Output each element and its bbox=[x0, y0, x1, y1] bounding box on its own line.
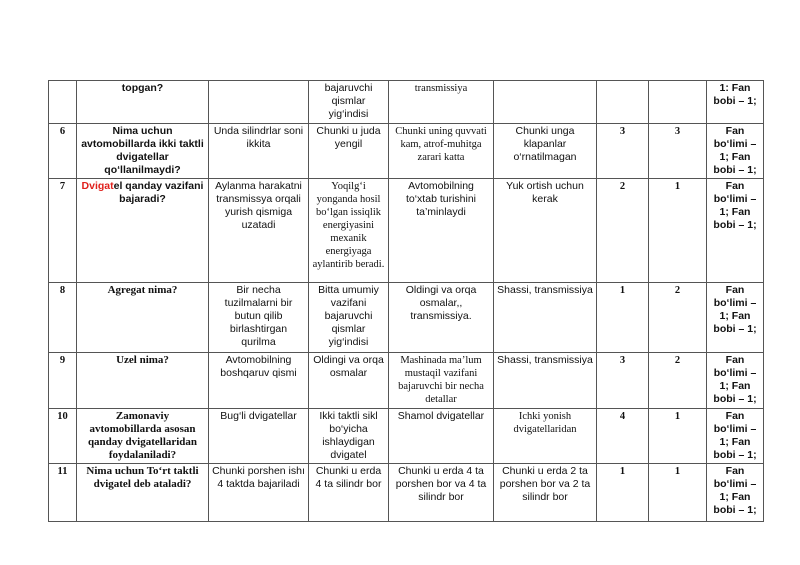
table-row bbox=[49, 464, 764, 522]
answer-cell-c: Chunki u erda 4 ta porshen bor va 4 ta silindr bor bbox=[389, 464, 494, 522]
answer-cell-a: Bir necha tuzilmalarni bir butun qilib birlashtirgan qurilma bbox=[209, 283, 309, 353]
answer-cell-a: Unda silindrlar soni ikkita bbox=[209, 124, 309, 179]
question-cell: Uzel nima? bbox=[77, 353, 209, 409]
score-cell-2: 2 bbox=[649, 353, 707, 409]
answer-cell-d: Ichki yonish dvigatellaridan bbox=[494, 409, 597, 464]
answer-cell-d: Shassi, transmissiya bbox=[494, 283, 597, 353]
score-cell-1: 1 bbox=[597, 283, 649, 353]
answer-cell-d: Chunki u erda 2 ta porshen bor va 2 ta silindr bor bbox=[494, 464, 597, 522]
test-questions-table bbox=[48, 80, 764, 522]
answer-cell-d bbox=[494, 81, 597, 124]
table-row bbox=[49, 124, 764, 179]
row-number: 9 bbox=[49, 353, 77, 409]
reference-cell: Fan bo‘limi – 1; Fan bobi – 1; bbox=[707, 124, 764, 179]
answer-cell-b: Chunki u juda yengil bbox=[309, 124, 389, 179]
score-cell-2: 1 bbox=[649, 464, 707, 522]
table-row bbox=[49, 409, 764, 464]
answer-cell-a: Chunki porshen ishı 4 taktda bajariladi bbox=[209, 464, 309, 522]
question-text: el qanday vazifani bajaradi? bbox=[113, 180, 204, 205]
table-row bbox=[49, 353, 764, 409]
row-number: 7 bbox=[49, 179, 77, 283]
reference-cell: 1: Fan bobi – 1; bbox=[707, 81, 764, 124]
score-cell-2: 1 bbox=[649, 179, 707, 283]
answer-cell-b: Oldingi va orqa osmalar bbox=[309, 353, 389, 409]
question-cell bbox=[77, 179, 209, 283]
answer-cell-a: Bug‘li dvigatellar bbox=[209, 409, 309, 464]
answer-cell-d: Shassi, transmissiya bbox=[494, 353, 597, 409]
answer-cell-b: bajaruvchi qismlar yig‘indisi bbox=[309, 81, 389, 124]
score-cell-1 bbox=[597, 81, 649, 124]
question-cell: Agregat nima? bbox=[77, 283, 209, 353]
answer-cell-d: Chunki unga klapanlar o‘rnatilmagan bbox=[494, 124, 597, 179]
score-cell-1: 2 bbox=[597, 179, 649, 283]
answer-cell-c: Shamol dvigatellar bbox=[389, 409, 494, 464]
answer-cell-c: Chunki uning quvvati kam, atrof-muhitga zarari katta bbox=[389, 124, 494, 179]
reference-cell: Fan bo‘limi – 1; Fan bobi – 1; bbox=[707, 353, 764, 409]
question-cell: Nima uchun To‘rt taktli dvigatel deb ataladi? bbox=[77, 464, 209, 522]
answer-cell-c: Mashinada ma’lum mustaqil vazifani bajaruvchi bir necha detallar bbox=[389, 353, 494, 409]
score-cell-1: 3 bbox=[597, 353, 649, 409]
answer-cell-a: Avtomobilning boshqaruv qismi bbox=[209, 353, 309, 409]
answer-cell-c: transmissiya bbox=[389, 81, 494, 124]
row-number: 11 bbox=[49, 464, 77, 522]
score-cell-1: 3 bbox=[597, 124, 649, 179]
question-cell: Zamonaviy avtomobillarda asosan qanday dvigatellaridan foydalaniladi? bbox=[77, 409, 209, 464]
answer-cell-d: Yuk ortish uchun kerak bbox=[494, 179, 597, 283]
answer-cell-c: Oldingi va orqa osmalar,, transmissiya. bbox=[389, 283, 494, 353]
score-cell-1: 4 bbox=[597, 409, 649, 464]
row-number: 6 bbox=[49, 124, 77, 179]
answer-cell-b: Ikki taktli sikl bo‘yicha ishlaydigan dvigatel bbox=[309, 409, 389, 464]
answer-cell-b: Chunki u erda 4 ta silindr bor bbox=[309, 464, 389, 522]
score-cell-2: 1 bbox=[649, 409, 707, 464]
table-row bbox=[49, 81, 764, 124]
answer-cell-b: Bitta umumiy vazifani bajaruvchi qismlar yig‘indisi bbox=[309, 283, 389, 353]
reference-cell: Fan bo‘limi – 1; Fan bobi – 1; bbox=[707, 409, 764, 464]
question-cell: topgan? bbox=[77, 81, 209, 124]
highlighted-text: Dvigat bbox=[81, 180, 114, 192]
reference-cell: Fan bo‘limi – 1; Fan bobi – 1; bbox=[707, 283, 764, 353]
score-cell-1: 1 bbox=[597, 464, 649, 522]
question-cell: Nima uchun avtomobillarda ikki taktli dvigatellar qo‘llanilmaydi? bbox=[77, 124, 209, 179]
score-cell-2: 2 bbox=[649, 283, 707, 353]
table-row bbox=[49, 283, 764, 353]
score-cell-2 bbox=[649, 81, 707, 124]
table-row bbox=[49, 179, 764, 283]
reference-cell: Fan bo‘limi – 1; Fan bobi – 1; bbox=[707, 179, 764, 283]
reference-cell: Fan bo‘limi – 1; Fan bobi – 1; bbox=[707, 464, 764, 522]
answer-cell-b: Yoqilg‘i yonganda hosil bo‘lgan issiqlik energiyasini mexanik energiyaga aylantirib beradi. bbox=[309, 179, 389, 283]
row-number: 8 bbox=[49, 283, 77, 353]
score-cell-2: 3 bbox=[649, 124, 707, 179]
row-number: 10 bbox=[49, 409, 77, 464]
row-number bbox=[49, 81, 77, 124]
answer-cell-a: Aylanma harakatni transmissya orqali yurish qismiga uzatadi bbox=[209, 179, 309, 283]
answer-cell-a bbox=[209, 81, 309, 124]
answer-cell-c: Avtomobilning to‘xtab turishini ta’minlaydi bbox=[389, 179, 494, 283]
